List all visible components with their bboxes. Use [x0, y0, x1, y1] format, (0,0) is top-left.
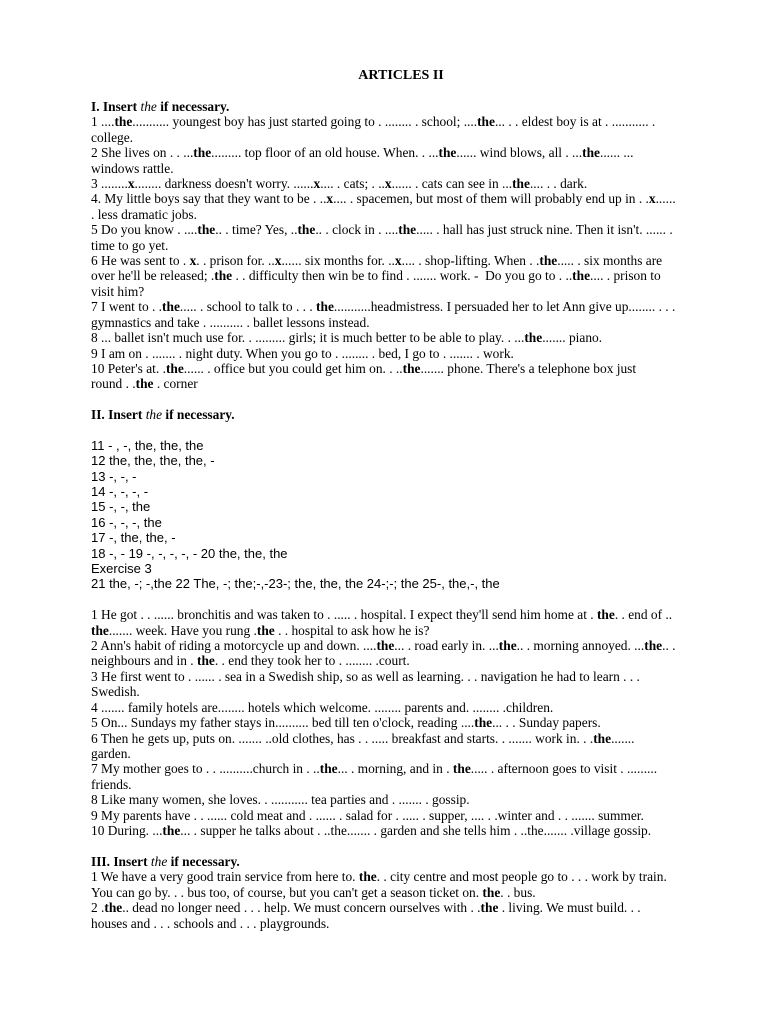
answer-key-item: 14 -, -, -, -	[91, 484, 149, 500]
answer-word: the	[162, 299, 180, 315]
section-2-line: garden.	[91, 745, 131, 761]
answer-word: the	[297, 222, 316, 238]
answer-key-item: 15 -, -, the	[91, 499, 151, 515]
section-1-line: 8 ... ballet isn't much use for. . ......... girls; it is much better to be able to play. . ...the....... piano.	[91, 330, 603, 346]
section-2-line: 2 Ann's habit of riding a motorcycle up and down. ....the... . road early in. ...the.. . morning annoyed. ...the.. .	[91, 638, 676, 654]
answer-key-item: 12 the, the, the, the, -	[91, 453, 215, 469]
answer-word: the	[193, 145, 212, 161]
section-2-line: 3 He first went to . ...... . sea in a Swedish ship, so as well as learning. . . navigation he had to learn . . .	[91, 668, 640, 684]
answer-word: the	[452, 761, 471, 777]
section-1-line: windows rattle.	[91, 160, 174, 176]
answer-word: the	[512, 176, 530, 192]
section-3-heading: III. Insert the if necessary.	[91, 854, 240, 869]
answer-word: the	[91, 622, 109, 638]
section-1-line: 5 Do you know . ....the.. . time? Yes, ..the.. . clock in . ....the..... . hall has just struck nine. Then it isn't. ...... .	[91, 222, 673, 238]
answer-key-item: 11 - , -, the, the, the	[91, 437, 204, 453]
section-1-line: 7 I went to . .the..... . school to talk to . . . the...........headmistress. I persuaded her to let Ann give up........ . . .	[91, 299, 676, 315]
section-2-line: 8 Like many women, she loves. . ........... tea parties and . ....... . gossip.	[91, 792, 470, 808]
answer-key-item: 18 -, - 19 -, -, -, -, - 20 the, the, the	[91, 545, 288, 561]
answer-word: the	[376, 638, 395, 654]
section-3-exercise-lines	[91, 869, 721, 931]
answer-word: x	[127, 176, 135, 192]
answer-word: the	[474, 715, 493, 731]
answer-word: the	[197, 653, 215, 669]
section-1	[91, 99, 721, 392]
answer-word: the	[197, 222, 216, 238]
section-3	[91, 854, 721, 931]
section-2-heading: II. Insert the if necessary.	[91, 407, 235, 422]
section-2-line: the....... week. Have you rung .the . . hospital to ask how he is?	[91, 622, 430, 638]
section-1-line: visit him?	[91, 283, 145, 299]
section-1-line: . less dramatic jobs.	[91, 206, 197, 222]
section-1-line: 2 She lives on . . ...the......... top floor of an old house. When. . ...the...... wind blows, all . ...the...... ...	[91, 145, 634, 161]
section-1-exercise-lines	[91, 114, 721, 391]
section-2-line: 7 My mother goes to . . ..........church in . ..the... . morning, and in . the..... . afternoon goes to visit . .........	[91, 761, 658, 777]
answer-word: the	[214, 268, 233, 284]
section-3-line: houses and . . . schools and . . . playgrounds.	[91, 915, 330, 931]
section-2-line: 4 ....... family hotels are........ hotels which welcome. ........ parents and. ........ .children.	[91, 699, 554, 715]
section-2-line: 6 Then he gets up, puts on. ....... ..old clothes, has . . ..... breakfast and starts. . ....... work in. . .the.......	[91, 730, 635, 746]
answer-word: the	[319, 761, 338, 777]
section-3-line: 2 .the.. dead no longer need . . . help. We must concern ourselves with . .the . living. We must build. . .	[91, 900, 641, 916]
section-1-line: 6 He was sent to . x. . prison for. ..x...... six months for. ..x.... . shop-lifting. When . .the..... . six months are	[91, 253, 663, 269]
answer-word: the	[498, 638, 517, 654]
section-1-line: gymnastics and take . .......... . ballet lessons instead.	[91, 314, 370, 330]
answer-word: x	[394, 253, 402, 269]
section-1-line: 9 I am on . ....... . night duty. When you go to . ........ . bed, I go to . ....... . work.	[91, 345, 514, 361]
answer-word: the	[480, 900, 499, 916]
answer-key-item: 21 the, -; -,the 22 The, -; the;-,-23-; the, the, the 24-;-; the 25-, the,-, the	[91, 576, 500, 592]
page-title: ARTICLES II	[358, 68, 444, 83]
answer-word: the	[256, 622, 275, 638]
section-2-line: 10 During. ...the... . supper he talks about . ..the....... . garden and she tells him . ..the....... .village gossip.	[91, 822, 652, 838]
answer-word: the	[644, 638, 663, 654]
answer-word: x	[384, 176, 392, 192]
section-1-line: 3 ........x........ darkness doesn't worry. ......x.... . cats; . ..x...... . cats can see in ...the.... . . dark.	[91, 176, 588, 192]
answer-word: x	[326, 191, 334, 207]
section-3-line: 1 We have a very good train service from here to. the. . city centre and most people go to . . . work by train.	[91, 869, 667, 885]
section-3-line: You can go by. . . bus too, of course, but you can't get a season ticket on. the. . bus.	[91, 884, 536, 900]
answer-key-item: 13 -, -, -	[91, 468, 137, 484]
answer-word: x	[648, 191, 656, 207]
answer-word: x	[313, 176, 321, 192]
section-1-line: time to go yet.	[91, 237, 169, 253]
answer-word: the	[539, 253, 558, 269]
section-1-line: round . .the . corner	[91, 376, 198, 392]
answer-word: the	[398, 222, 417, 238]
answer-word: the	[358, 869, 377, 885]
answer-word: the	[165, 360, 184, 376]
answer-key-item: Exercise 3	[91, 561, 152, 577]
section-2	[91, 407, 721, 838]
answer-word: the	[582, 145, 600, 161]
answer-word: the	[524, 330, 543, 346]
answer-word: the	[402, 360, 421, 376]
answer-word: the	[104, 900, 123, 916]
answer-word: the	[482, 884, 501, 900]
answer-word: the	[114, 114, 133, 130]
answer-key-item: 17 -, the, the, -	[91, 530, 176, 546]
section-2-line: friends.	[91, 776, 132, 792]
answer-word: x	[274, 253, 282, 269]
section-2-line: Swedish.	[91, 684, 140, 700]
answer-word: the	[477, 114, 495, 130]
answer-word: x	[189, 253, 197, 269]
section-2-exercise-lines	[91, 607, 721, 838]
section-1-line: over he'll be released; .the . . difficulty then win be to find . ....... work. - Do you go to . ..the.... . prison to	[91, 268, 661, 284]
answer-word: the	[316, 299, 334, 315]
answer-word: the	[438, 145, 457, 161]
section-1-heading: I. Insert the if necessary.	[91, 99, 230, 114]
section-2-line: 1 He got . . ...... bronchitis and was taken to . ..... . hospital. I expect they'll send him home at . the. . end of ..	[91, 607, 673, 623]
answer-word: the	[135, 376, 154, 392]
answer-word: the	[162, 822, 181, 838]
section-2-line: 9 My parents have . . ...... cold meat and . ...... . salad for . ..... . supper, .... . .winter and . . ....... summer.	[91, 807, 644, 823]
section-1-line: 10 Peter's at. .the...... . office but you could get him on. . ..the....... phone. There's a telephone box just	[91, 360, 637, 376]
section-1-line: college.	[91, 129, 134, 145]
answer-word: the	[593, 730, 612, 746]
section-1-line: 4. My little boys say that they want to be . ..x.... . spacemen, but most of them will probably end up in . .x......	[91, 191, 676, 207]
section-2-line: 5 On... Sundays my father stays in.......... bed till ten o'clock, reading ....the... . . Sunday papers.	[91, 715, 601, 731]
answer-word: the	[572, 268, 591, 284]
section-2-line: neighbours and in . the. . end they took her to . ........ .court.	[91, 653, 410, 669]
section-1-line: 1 ....the........... youngest boy has just started going to . ........ . school; ....the... . . eldest boy is at . ........... .	[91, 114, 656, 130]
answer-word: the	[596, 607, 615, 623]
answer-key-list	[91, 438, 721, 592]
answer-key-item: 16 -, -, -, the	[91, 514, 162, 530]
